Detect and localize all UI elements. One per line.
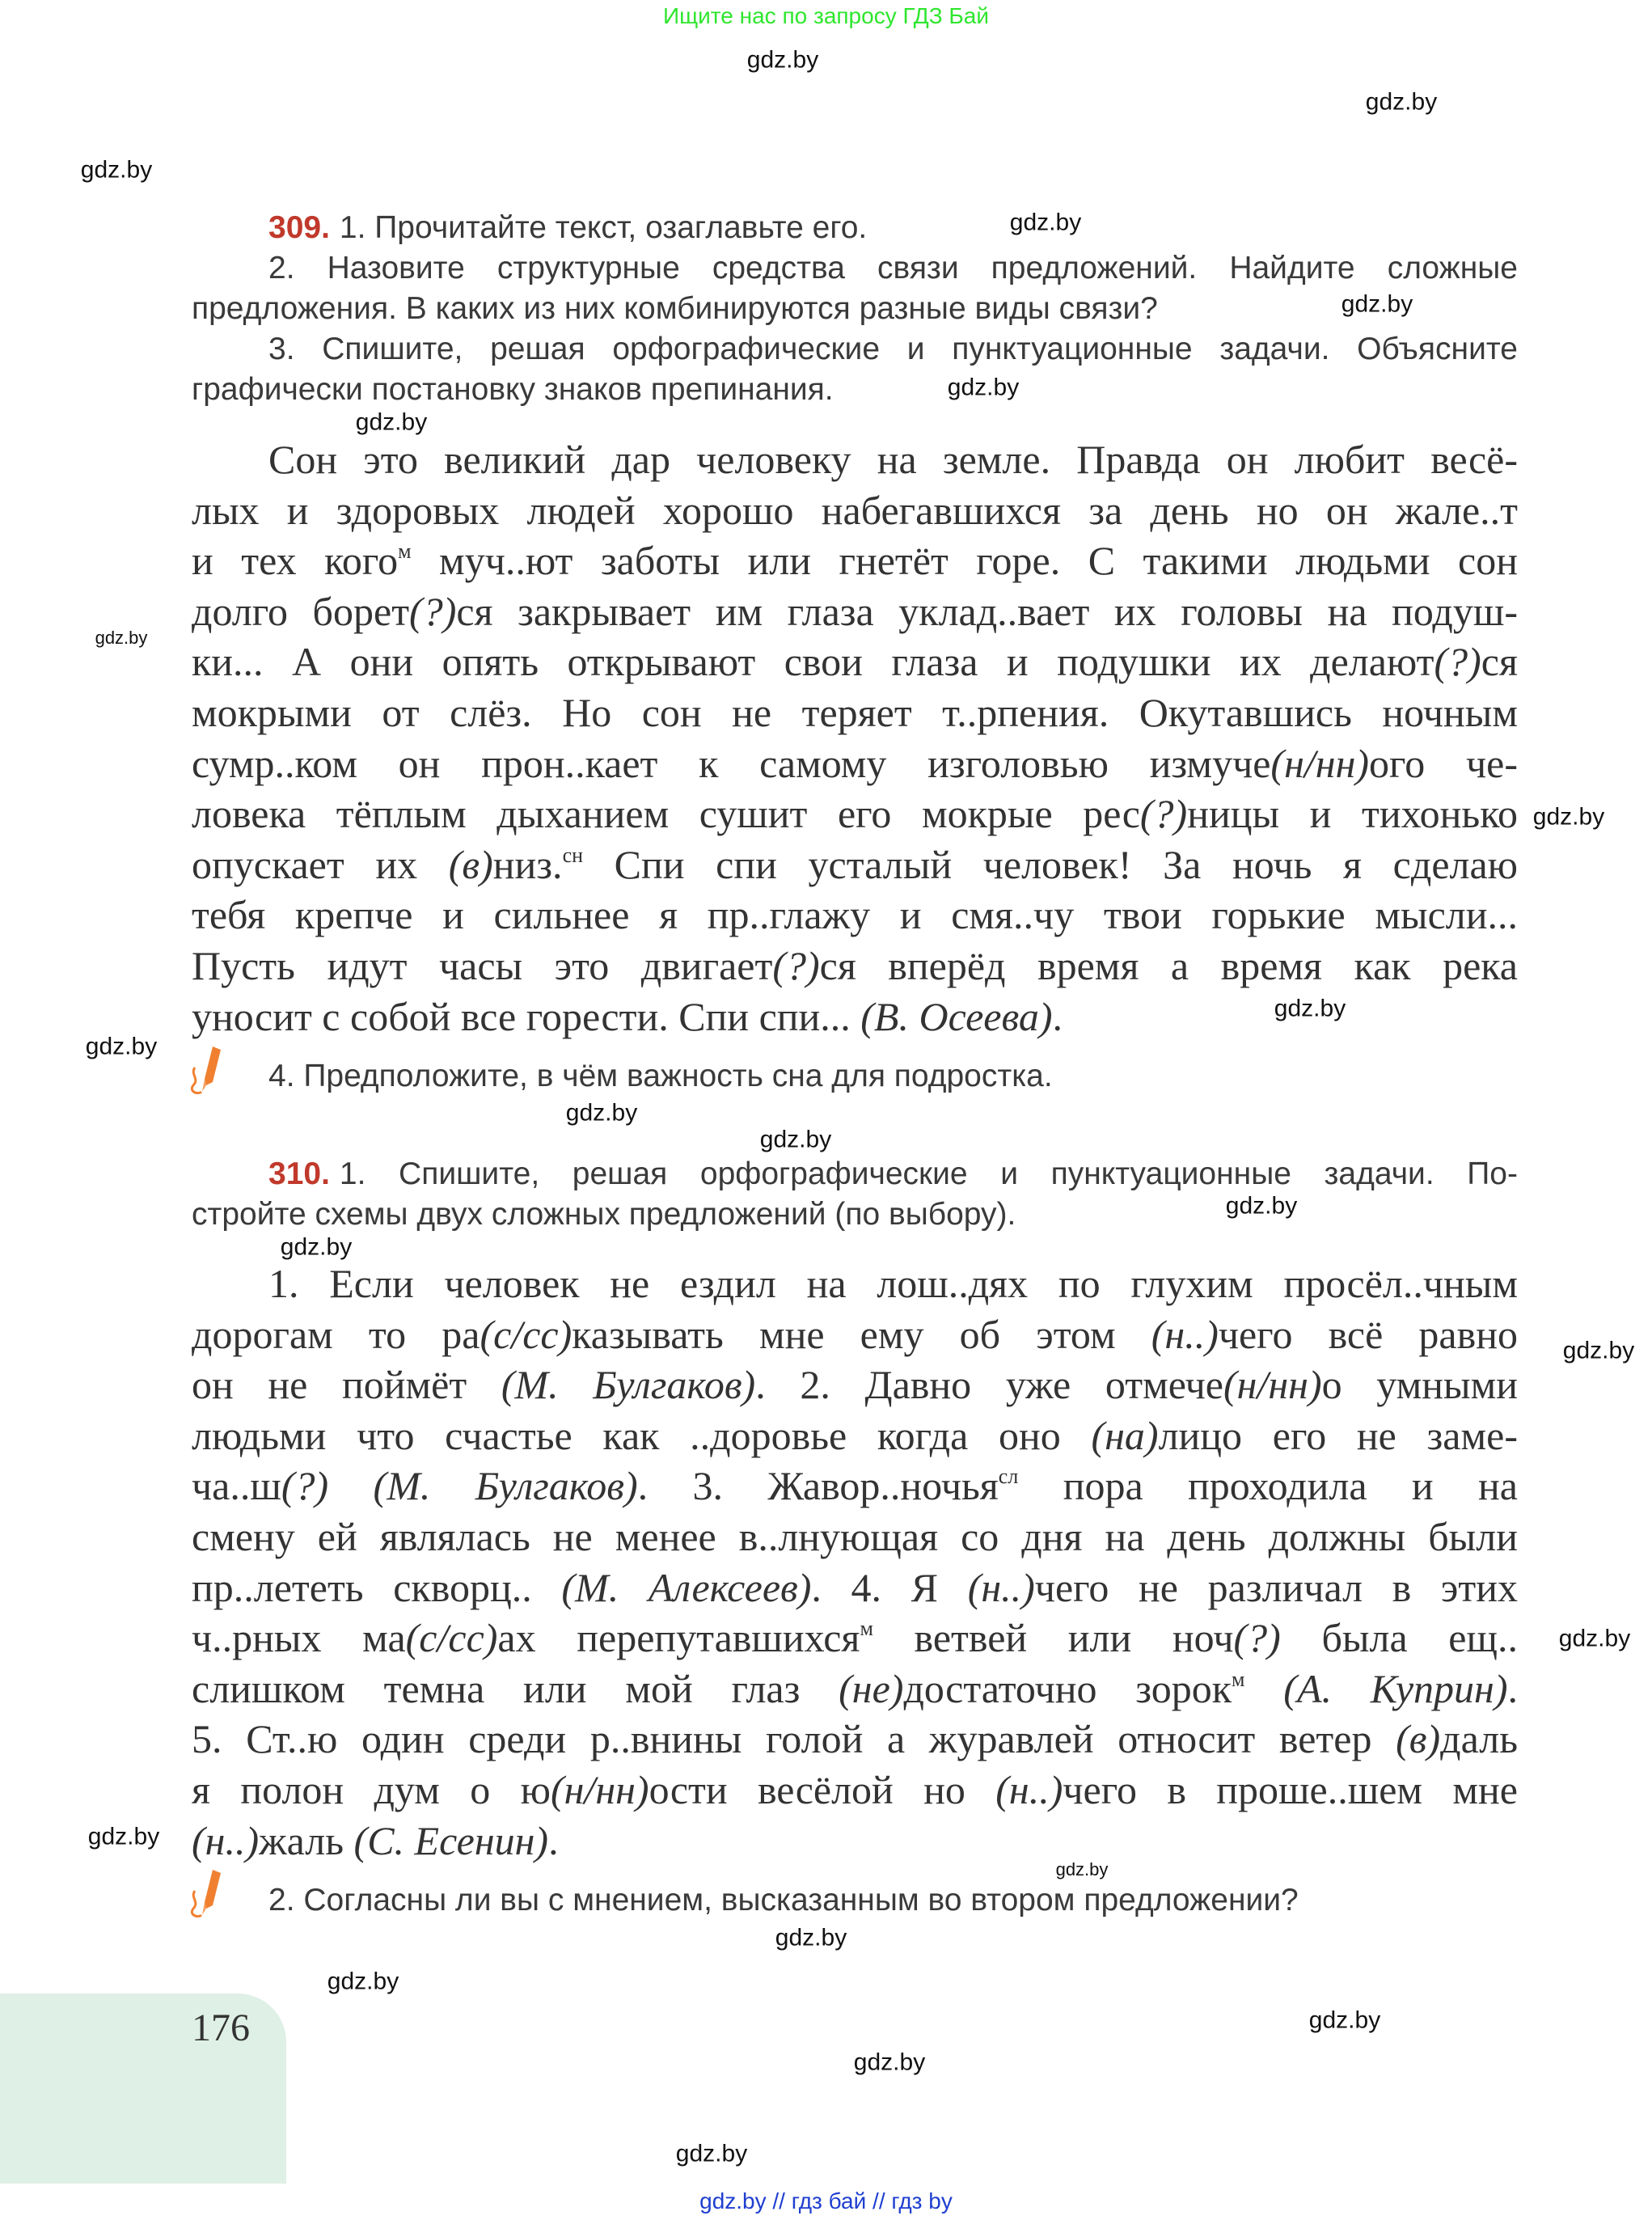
text-segment: ки... А они опять открывают свои глаза и подушки их делают (192, 639, 1434, 685)
text-segment: чего в проше..шем мне (1063, 1766, 1518, 1812)
search-banner: Ищите нас по запросу ГДЗ Бай (662, 3, 990, 28)
italic-segment: (М. Булгаков) (373, 1463, 638, 1509)
text-line (192, 1664, 1518, 1715)
text-segment: . (1507, 1665, 1518, 1711)
task-line: 2. Согласны ли вы с мнением, высказанным во втором предложении? (268, 1883, 1299, 1917)
superscript-mark: м (1232, 1667, 1245, 1691)
text-line (192, 1359, 1518, 1410)
task-line: 2. Назовите структурные средства связи предложений. Найдите сложные (268, 251, 1518, 285)
text-segment: лых и здоровых людей хорошо набегавшихся за день но он жале..т (192, 487, 1518, 533)
italic-segment: (н/нн) (1223, 1362, 1322, 1408)
text-segment: . 2. Давно уже отмече (755, 1362, 1224, 1408)
text-segment: 1. Если человек не ездил на лош..дях по глухим просёл..чным (268, 1261, 1518, 1306)
watermark: gdz.by (87, 1823, 160, 1850)
task-line (192, 208, 867, 248)
italic-segment: (с/сс) (480, 1311, 572, 1357)
text-segment: ах перепутавшихся (497, 1615, 860, 1661)
exercise-309-instructions (192, 208, 1518, 410)
text-segment: ся (1481, 639, 1518, 685)
text-line (192, 485, 1518, 536)
watermark: gdz.by (80, 156, 153, 184)
exercise-number: 309. (268, 210, 330, 245)
watermark: gdz.by (759, 1126, 832, 1153)
text-segment: чего не различал в этих (1034, 1564, 1518, 1610)
watermark: gdz.by (1274, 995, 1346, 1022)
italic-segment: (В. Осеева) (860, 993, 1053, 1039)
watermark: gdz.by (327, 1968, 399, 1995)
page-number: 176 (192, 2006, 250, 2049)
text-segment: о умными (1321, 1362, 1518, 1408)
footer-links: gdz.by // гдз бай // гдз by (699, 2188, 953, 2213)
text-line (192, 1816, 559, 1867)
text-segment: была ещ.. (1280, 1615, 1518, 1661)
text-segment (328, 1463, 373, 1508)
italic-segment: (?) (409, 588, 457, 634)
text-segment: ся вперёд время а время как река (819, 942, 1518, 988)
watermark: gdz.by (853, 2049, 926, 2076)
text-segment: чего всё равно (1218, 1311, 1518, 1357)
text-segment: достаточно зорок (903, 1665, 1232, 1711)
text-segment: мокрыми от слёз. Но сон не теряет т..рпения. Окутавшись ночным (192, 689, 1518, 735)
task-text: 1. Спишите, решая орфографические и пунктуационные задачи. По- (339, 1156, 1518, 1191)
watermark: gdz.by (947, 374, 1020, 401)
watermark: gdz.by (280, 1233, 353, 1261)
text-segment: Сон это великий дар человеку на земле. Правда он любит весё- (268, 437, 1518, 482)
text-line (192, 586, 1518, 637)
text-line (192, 535, 1518, 586)
text-segment: пора проходила и на (1018, 1463, 1518, 1509)
text-segment: муч..ют заботы или гнетёт горе. С такими людьми сон (411, 538, 1518, 584)
text-segment: ловека тёплым дыханием сушит его мокрые рес (192, 791, 1140, 837)
task-line: предложения. В каких из них комбинируются разные виды связи? (192, 291, 1158, 326)
italic-segment: (М. Алексеев) (561, 1564, 812, 1610)
task-line: 4. Предположите, в чём важность сна для подростка. (268, 1059, 1053, 1093)
text-line (192, 1714, 1518, 1765)
italic-segment: (А. Куприн) (1283, 1665, 1508, 1711)
italic-segment: (?) (1434, 639, 1481, 685)
text-segment: и тех кого (192, 538, 399, 584)
superscript-mark: сл (998, 1465, 1019, 1489)
italic-segment: (в) (448, 841, 493, 887)
superscript-mark: сн (562, 843, 584, 867)
watermark: gdz.by (1055, 1859, 1109, 1879)
task-line: графически постановку знаков препинания. (192, 372, 834, 407)
italic-segment: (С. Есенин) (353, 1817, 549, 1863)
italic-segment: (не) (839, 1665, 904, 1711)
text-line (192, 636, 1518, 687)
watermark: gdz.by (1365, 88, 1438, 116)
text-segment: . 4. Я (811, 1564, 968, 1610)
text-segment: смену ей являлась не менее в..лнующая со дня на день должны были (192, 1513, 1518, 1559)
italic-segment: (?) (281, 1463, 329, 1509)
text-segment: ого че- (1369, 740, 1518, 786)
text-line (192, 738, 1518, 789)
text-segment: сумр..ком он прон..кает к самому изголовью измуче (192, 740, 1271, 786)
italic-segment: (М. Булгаков) (501, 1362, 756, 1408)
text-line (192, 687, 1518, 738)
task-line (192, 1154, 1518, 1194)
text-line (192, 890, 1518, 941)
text-line (192, 1765, 1518, 1816)
watermark: gdz.by (746, 46, 819, 74)
watermark: gdz.by (95, 628, 148, 648)
italic-segment: (н..) (995, 1766, 1063, 1812)
text-line (192, 1410, 1518, 1461)
text-segment: лицо его не заме- (1158, 1412, 1518, 1458)
italic-segment: (на) (1091, 1412, 1159, 1458)
text-segment: дорогам то ра (192, 1311, 480, 1357)
text-segment: долго борет (192, 588, 410, 634)
text-segment: . 3. Жавор..ночья (637, 1463, 999, 1509)
watermark: gdz.by (1562, 1337, 1635, 1364)
text-segment: я полон дум о ю (192, 1766, 551, 1812)
text-segment: . (1052, 993, 1063, 1039)
text-segment: людьми что счастье как ..доровье когда оно (192, 1412, 1092, 1458)
exercise-310-text (192, 1258, 1518, 1866)
watermark: gdz.by (1009, 209, 1082, 236)
exercise-309-task4 (192, 1056, 1518, 1097)
text-line (192, 1258, 1518, 1309)
watermark: gdz.by (355, 408, 428, 436)
text-segment: Пусть идут часы это двигает (192, 942, 773, 988)
text-segment: ветвей или ноч (872, 1615, 1234, 1661)
text-segment: Спи спи усталый человек! За ночь я сделаю (583, 841, 1518, 887)
text-segment: казывать мне ему об этом (572, 1311, 1151, 1357)
exercise-309-text (192, 434, 1518, 1042)
text-line (192, 1562, 1518, 1613)
italic-segment: (?) (1233, 1615, 1281, 1661)
superscript-mark: м (860, 1617, 873, 1641)
watermark: gdz.by (675, 2140, 748, 2167)
text-segment: . (548, 1817, 559, 1863)
italic-segment: (с/сс) (405, 1615, 498, 1661)
text-segment: жаль (259, 1817, 354, 1863)
watermark: gdz.by (1532, 803, 1605, 831)
text-segment: пр..лететь скворц.. (192, 1564, 562, 1610)
text-line (192, 789, 1518, 839)
text-segment: тебя крепче и сильнее я пр..глажу и смя..чу твои горькие мысли... (192, 892, 1518, 938)
watermark: gdz.by (775, 1924, 847, 1951)
watermark: gdz.by (1341, 290, 1413, 318)
text-segment: слишком темна или мой глаз (192, 1665, 839, 1711)
watermark: gdz.by (85, 1033, 158, 1060)
text-line (192, 1309, 1518, 1360)
italic-segment: (?) (772, 942, 820, 988)
text-segment: низ. (492, 841, 563, 887)
text-segment: опускает их (192, 841, 449, 887)
text-segment: он не поймёт (192, 1362, 501, 1408)
task-line: стройте схемы двух сложных предложений (по выбору). (192, 1197, 1016, 1232)
watermark: gdz.by (1558, 1625, 1631, 1652)
text-segment (1245, 1666, 1284, 1711)
italic-segment: (н/нн) (1270, 740, 1370, 786)
task-line: 3. Спишите, решая орфографические и пунктуационные задачи. Объясните (268, 332, 1518, 366)
italic-segment: (н..) (192, 1817, 260, 1863)
italic-segment: (?) (1139, 791, 1188, 837)
superscript-mark: м (398, 539, 412, 564)
text-line (192, 1461, 1518, 1512)
watermark: gdz.by (1225, 1192, 1298, 1220)
italic-segment: (н/нн) (550, 1766, 649, 1812)
task-text: 1. Прочитайте текст, озаглавьте его. (339, 210, 868, 245)
italic-segment: (в) (1396, 1716, 1441, 1762)
exercise-number: 310. (268, 1156, 330, 1191)
watermark: gdz.by (565, 1099, 638, 1127)
text-segment: 5. Ст..ю один среди р..внины голой а журавлей относит ветер (192, 1716, 1396, 1762)
text-segment: ч..рных ма (192, 1615, 406, 1661)
text-line (192, 941, 1518, 991)
text-segment: уносит с собой все горести. Спи спи... (192, 993, 861, 1039)
text-line (192, 1512, 1518, 1562)
text-segment: ости весёлой но (649, 1766, 996, 1812)
watermark: gdz.by (1308, 2006, 1381, 2034)
text-segment: ча..ш (192, 1463, 281, 1509)
exercise-310-instructions (192, 1154, 1518, 1235)
text-line (192, 434, 1518, 485)
exercise-310-task2 (192, 1880, 1518, 1921)
text-line (192, 1613, 1518, 1664)
text-segment: ницы и тихонько (1187, 791, 1518, 837)
text-segment: ся закрывает им глаза уклад..вает их головы на подуш- (456, 588, 1518, 634)
text-line (192, 839, 1518, 890)
text-line (192, 991, 1063, 1042)
italic-segment: (н..) (967, 1564, 1035, 1610)
text-segment: даль (1440, 1716, 1518, 1762)
italic-segment: (н..) (1151, 1311, 1219, 1357)
